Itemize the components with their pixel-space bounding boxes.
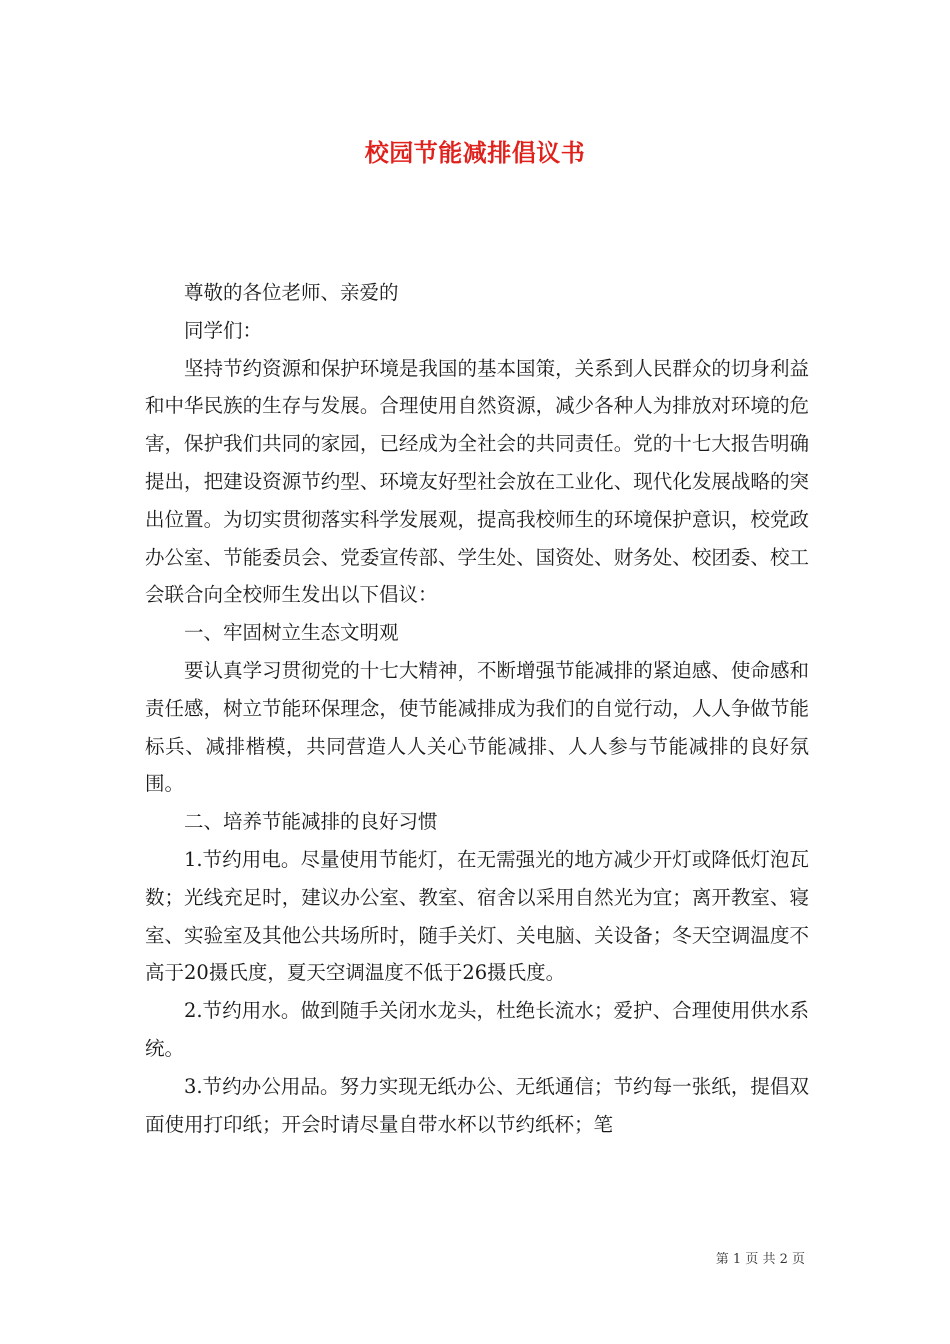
document-body bbox=[145, 274, 809, 1143]
salutation-line-1: 尊敬的各位老师、亲爱的 bbox=[184, 281, 399, 304]
item-save-office-supplies: 3.节约办公用品。努力实现无纸办公、无纸通信；节约每一张纸，提倡双面使用打印纸；开会时请尽量自带水杯以节约纸杯；笔 bbox=[145, 1074, 809, 1136]
page-number: 第 1 页 共 2 页 bbox=[715, 1252, 805, 1267]
document-title: 校园节能减排倡议书 bbox=[364, 138, 586, 167]
intro-paragraph: 坚持节约资源和保护环境是我国的基本国策，关系到人民群众的切身利益和中华民族的生存与发展。合理使用自然资源，减少各种人为排放对环境的危害，保护我们共同的家园，已经成为全社会的共同责任。党的十七大报告明确提出，把建设资源节约型、环境友好型社会放在工业化、现代化发展战略的突出位置。为切实贯彻落实科学发展观，提高我校师生的环境保护意识，校党政办公室、节能委员会、党委宣传部、学生处、国资处、财务处、校团委、校工会联合向全校师生发出以下倡议： bbox=[145, 356, 809, 607]
section-heading-2: 二、培养节能减排的良好习惯 bbox=[184, 810, 438, 834]
item-save-water: 2.节约用水。做到随手关闭水龙头，杜绝长流水；爱护、合理使用供水系统。 bbox=[145, 999, 809, 1060]
section-1-paragraph: 要认真学习贯彻党的十七大精神，不断增强节能减排的紧迫感、使命感和责任感，树立节能环保理念，使节能减排成为我们的自觉行动，人人争做节能标兵、减排楷模，共同营造人人关心节能减排、人人参与节能减排的良好氛围。 bbox=[145, 658, 809, 796]
item-save-electricity: 1.节约用电。尽量使用节能灯，在无需强光的地方减少开灯或降低灯泡瓦数；光线充足时，建议办公室、教室、宿舍以采用自然光为宜；离开教室、寝室、实验室及其他公共场所时，随手关灯、关电脑、关设备；冬天空调温度不高于20摄氏度，夏天空调温度不低于26摄氏度。 bbox=[145, 847, 809, 985]
section-heading-1: 一、牢固树立生态文明观 bbox=[184, 621, 399, 645]
salutation-line-2: 同学们： bbox=[184, 318, 263, 342]
